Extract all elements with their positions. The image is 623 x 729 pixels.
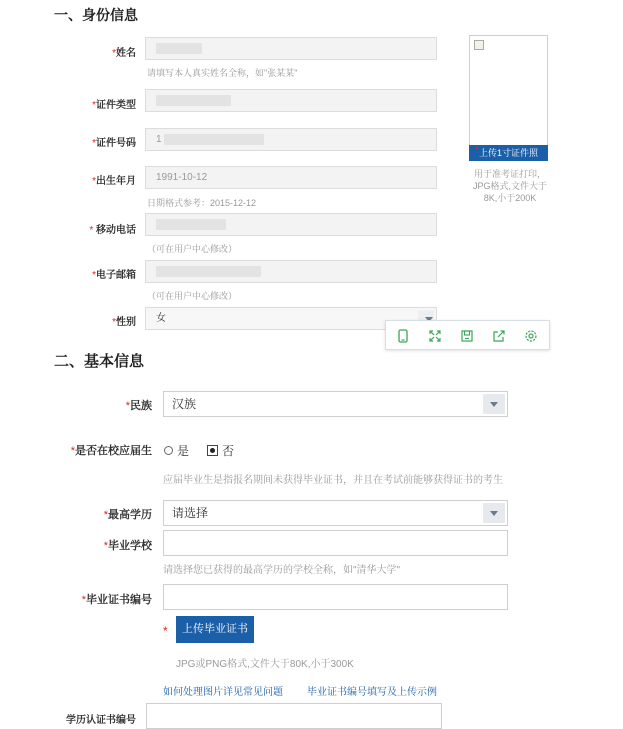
education-label: *最高学历 [103, 509, 152, 521]
degree-cert-input[interactable] [146, 703, 442, 729]
mobile-label: * 移动电话 [89, 225, 136, 236]
broken-image-icon [474, 40, 484, 50]
name-input[interactable] [145, 37, 437, 60]
photo-hint: 用于准考证打印，JPG格式,文件大于8K,小于200K [472, 169, 547, 203]
id-number-label: *证件号码 [92, 138, 136, 149]
faq-link[interactable]: 如何处理图片详见常见问题 [163, 687, 283, 698]
email-label: *电子邮箱 [92, 270, 136, 281]
section-title-identity: 一、身份信息 [54, 7, 138, 23]
birth-hint: 日期格式参考：2015-12-12 [147, 198, 257, 208]
example-link[interactable]: 毕业证书编号填写及上传示例 [307, 687, 437, 698]
required-mark: * [163, 624, 168, 638]
floating-toolbar [385, 320, 550, 350]
mobile-hint: （可在用户中心修改） [147, 244, 238, 254]
cert-no-input[interactable] [163, 584, 508, 610]
share-icon[interactable] [483, 321, 515, 351]
upload-photo-button[interactable]: * 上传1寸证件照 [469, 145, 548, 161]
radio-yes[interactable] [164, 446, 173, 455]
phone-icon[interactable] [387, 321, 419, 351]
ethnicity-label: *民族 [125, 400, 152, 412]
cert-no-label: *毕业证书编号 [81, 594, 152, 606]
mobile-input[interactable] [145, 213, 437, 236]
upload-cert-button[interactable]: 上传毕业证书 [176, 616, 254, 643]
fresh-grad-hint: 应届毕业生是指报名期间未获得毕业证书，并且在考试前能够获得证书的考生 [163, 475, 503, 486]
school-label: *毕业学校 [103, 540, 152, 552]
email-input[interactable] [145, 260, 437, 283]
settings-icon[interactable] [515, 321, 547, 351]
education-select[interactable]: 请选择 [163, 500, 508, 526]
save-icon[interactable] [451, 321, 483, 351]
id-number-input[interactable]: 1 [145, 128, 437, 151]
section-title-basic: 二、基本信息 [54, 353, 145, 370]
name-hint: 请填写本人真实姓名全称，如"张某某" [147, 68, 298, 78]
fullscreen-icon[interactable] [419, 321, 451, 351]
fresh-grad-label: *是否在校应届生 [70, 445, 152, 457]
radio-no[interactable] [207, 445, 218, 456]
email-hint: （可在用户中心修改） [147, 291, 238, 301]
birth-label: *出生年月 [92, 176, 136, 187]
school-hint: 请选择您已获得的最高学历的学校全称，如"清华大学" [163, 565, 401, 576]
photo-box[interactable] [469, 35, 548, 161]
birth-input[interactable]: 1991-10-12 [145, 166, 437, 189]
cert-no-hint: JPG或PNG格式,文件大于80K,小于300K [176, 659, 354, 670]
ethnicity-select[interactable]: 汉族 [163, 391, 508, 417]
gender-label: *性别 [112, 317, 136, 328]
id-type-select[interactable] [145, 89, 437, 112]
name-label: *姓名 [112, 48, 136, 59]
chevron-down-icon [483, 503, 505, 523]
degree-cert-label: 学历认证书编号 [66, 715, 136, 726]
school-input[interactable] [163, 530, 508, 556]
radio-yes-label: 是 [177, 444, 190, 458]
id-type-label: *证件类型 [92, 100, 136, 111]
radio-no-label: 否 [222, 444, 235, 458]
chevron-down-icon [483, 394, 505, 414]
fresh-grad-options [164, 442, 234, 459]
gender-select[interactable]: 女 [145, 307, 437, 330]
